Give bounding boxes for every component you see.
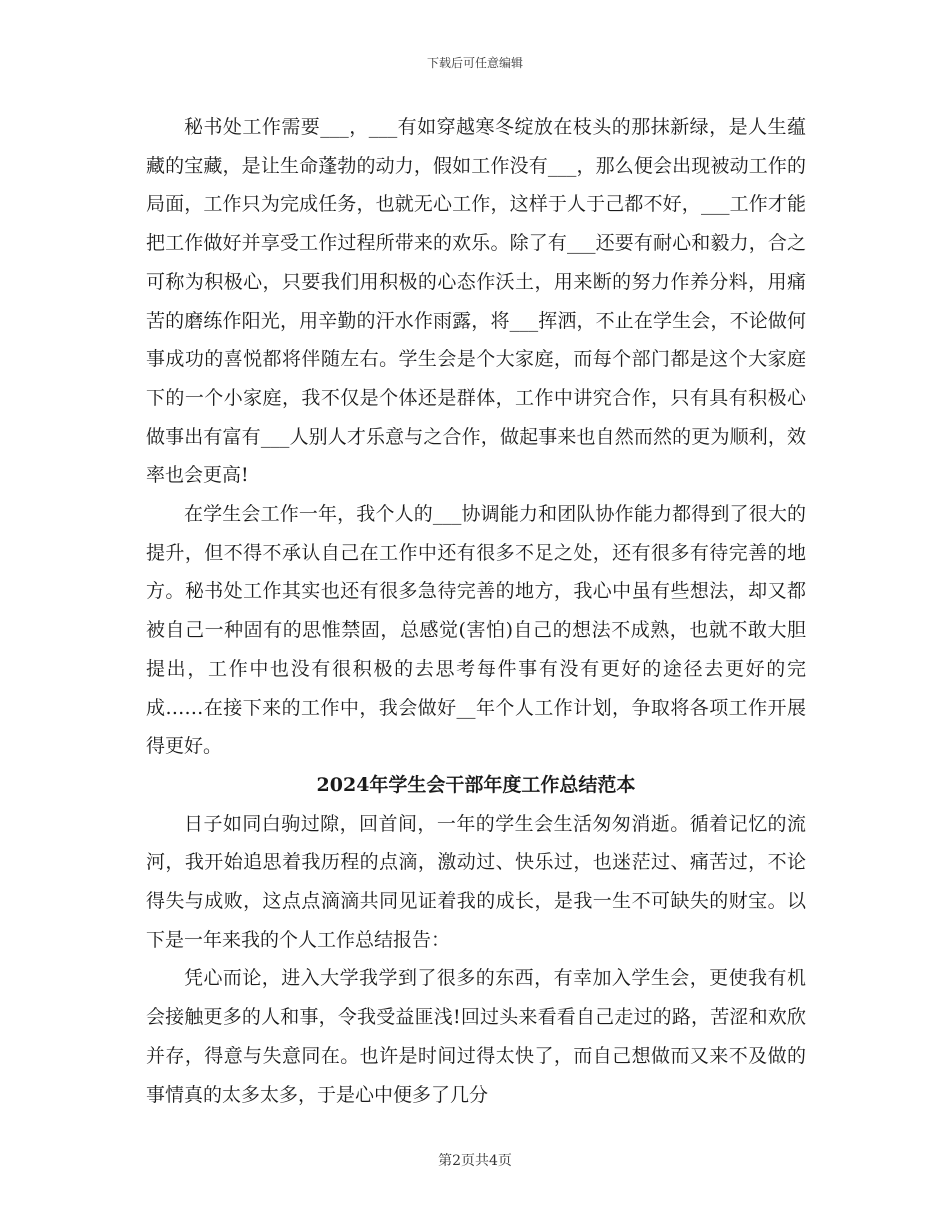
section-title: 2024年学生会干部年度工作总结范本 bbox=[316, 773, 636, 796]
paragraph: 在学生会工作一年，我个人的___协调能力和团队协作能力都得到了很大的提升，但不得不承认自己在工作中还有很多不足之处，还有很多有待完善的地方。秘书处工作其实也还有很多急待完善的地方，我心中虽有些想法，却又都被自己一种固有的思惟禁固，总感觉(害怕)自己的想法不成熟，也就不敢大胆提出，工作中也没有很积极的去思考每件事有没有更好的途径去更好的完成……在接下来的工作中，我会做好__年个人工作计划，争取将各项工作开展得更好。 bbox=[146, 503, 806, 758]
paragraph: 日子如同白驹过隙，回首间，一年的学生会生活匆匆消逝。循着记忆的流河，我开始追思着我历程的点滴，激动过、快乐过，也迷茫过、痛苦过，不论得失与成败，这点点滴滴共同见证着我的成长，是我一生不可缺失的财宝。以下是一年来我的个人工作总结报告： bbox=[146, 812, 806, 951]
paragraph: 秘书处工作需要___，___有如穿越寒冬绽放在枝头的那抹新绿，是人生蕴藏的宝藏，是让生命蓬勃的动力，假如工作没有___，那么便会出现被动工作的局面，工作只为完成任务，也就无心工作，这样于人于己都不好，___工作才能把工作做好并享受工作过程所带来的欢乐。除了有___还要有耐心和毅力，合之可称为积极心，只要我们用积极的心态作沃土，用来断的努力作养分料，用痛苦的磨练作阳光，用辛勤的汗水作雨露，将___挥洒，不止在学生会，不论做何事成功的喜悦都将伴随左右。学生会是个大家庭，而每个部门都是这个大家庭下的一个小家庭，我不仅是个体还是群体，工作中讲究合作，只有具有积极心做事出有富有___人别人才乐意与之合作，做起事来也自然而然的更为顺利，效率也会更高! bbox=[146, 116, 806, 487]
paragraph: 凭心而论，进入大学我学到了很多的东西，有幸加入学生会，更使我有机会接触更多的人和事，令我受益匪浅!回过头来看看自己走过的路，苦涩和欢欣并存，得意与失意同在。也许是时间过得太快了，而自己想做而又来不及做的事情真的太多太多，于是心中便多了几分 bbox=[146, 967, 806, 1106]
document-body bbox=[146, 108, 806, 1114]
page-number: 第2页共4页 bbox=[438, 1153, 512, 1169]
page-header: 下载后可任意编辑 bbox=[426, 56, 523, 70]
